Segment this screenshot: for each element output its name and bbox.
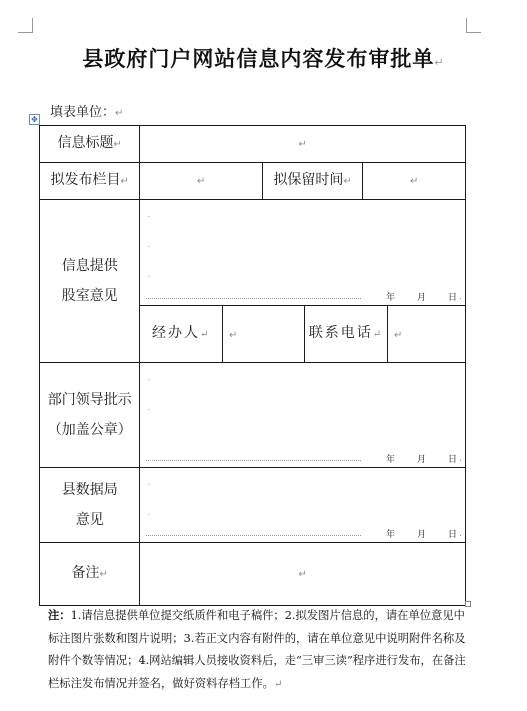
date-day-label: 日: [447, 455, 457, 465]
page-corner-mark-left: [18, 18, 33, 33]
paragraph-mark: ↵: [196, 176, 206, 187]
paragraph-mark: ↵: [200, 329, 211, 340]
paragraph-mark: ↵: [273, 678, 283, 690]
provider-label-line1: 信息提供: [61, 258, 118, 274]
footnote-prefix: 注：: [48, 608, 71, 622]
paragraph-mark: ↵: [113, 139, 122, 150]
paragraph-mark: ↵: [298, 139, 307, 150]
handler-subtable-cell: [140, 306, 466, 363]
paragraph-mark: ↵: [343, 176, 352, 187]
column-label-cell: [40, 163, 140, 200]
footnote-text: 1.请信息提供单位提交纸质件和电子稿件；2.拟发图片信息的，请在单位意见中标注图片张数和图片说明；3.若正文内容有附件的，请在单位意见中说明附件名称及附件个数等情况；4.网站编辑人员接收资料后，走“三审三读”程序进行发布，在备注栏标注发布情况并签名，做好资料存档工作。: [48, 609, 466, 690]
date-day-label: 日: [447, 530, 457, 540]
date-year-label: 年: [385, 530, 395, 540]
table-row-provider-opinion: [40, 200, 466, 306]
dept-date: [362, 452, 459, 465]
info-title-label: 信息标题: [57, 135, 114, 151]
info-title-input-cell[interactable]: [140, 126, 466, 163]
paragraph-mark: ↵: [372, 329, 384, 340]
remark-label: 备注: [71, 565, 100, 581]
info-title-label-cell: [40, 126, 140, 163]
bureau-label-line1: 县数据局: [61, 482, 118, 498]
page-corner-mark-right: [466, 18, 481, 33]
provider-label-line2: 股室意见: [61, 288, 118, 304]
table-row-info-title: [40, 126, 466, 163]
date-day-label: 日: [447, 293, 457, 303]
bureau-label-cell: [40, 468, 140, 543]
retention-label-cell: [262, 163, 362, 200]
column-label: 拟发布栏目: [50, 172, 121, 188]
dept-opinion-cell[interactable]: [140, 363, 466, 468]
retention-label: 拟保留时间: [273, 172, 344, 188]
handler-input-cell[interactable]: [222, 306, 304, 362]
opinion-line-marks: ˙ ˙: [146, 484, 151, 524]
remark-input-cell[interactable]: [140, 543, 466, 606]
bureau-opinion-cell[interactable]: [140, 468, 466, 543]
provider-opinion-cell[interactable]: [140, 200, 466, 306]
dept-label-cell: [40, 363, 140, 468]
bureau-label-line2: 意见: [75, 512, 104, 528]
paragraph-mark: ↵: [393, 330, 403, 341]
paragraph-mark: ↵: [228, 330, 238, 341]
paragraph-mark: ↵: [298, 569, 307, 580]
title-text: 县政府门户网站信息内容发布审批单: [82, 47, 435, 71]
column-input-cell[interactable]: [140, 163, 262, 200]
provider-date: [362, 290, 459, 303]
date-month-label: 月: [416, 293, 426, 303]
table-row-dept-approval: [40, 363, 466, 468]
opinion-line-marks: ˙ ˙ ˙: [146, 216, 151, 286]
date-year-label: 年: [385, 293, 395, 303]
paragraph-mark: ↵: [434, 56, 445, 69]
paragraph-mark: ↵: [120, 176, 129, 187]
handler-label-cell: [140, 306, 222, 362]
table-move-handle-icon[interactable]: ✥: [29, 114, 40, 125]
phone-label: 联系电话: [308, 325, 373, 341]
provider-label-cell: [40, 200, 140, 363]
table-row-bureau: [40, 468, 466, 543]
date-year-label: 年: [385, 455, 395, 465]
approval-form-table: [39, 125, 466, 606]
paragraph-mark: ↵: [409, 176, 419, 187]
dept-label-line1: 部门领导批示: [47, 392, 132, 408]
date-month-label: 月: [416, 455, 426, 465]
retention-input-cell[interactable]: [363, 163, 466, 200]
phone-label-cell: [304, 306, 387, 362]
dept-label-line2: （加盖公章）: [47, 422, 132, 438]
paragraph-mark: ↵: [115, 108, 124, 119]
table-row-remark: [40, 543, 466, 606]
handler-label: 经办人: [152, 325, 201, 341]
table-row-column: [40, 163, 466, 200]
footnote: [48, 604, 468, 696]
fill-unit-label: 填表单位：: [50, 105, 116, 120]
date-month-label: 月: [416, 530, 426, 540]
document-title: [0, 43, 527, 73]
bureau-date: [362, 527, 459, 540]
handler-subtable: [140, 306, 471, 362]
remark-label-cell: [40, 543, 140, 606]
fill-unit-line: [50, 101, 123, 120]
paragraph-mark: ↵: [99, 569, 108, 580]
phone-input-cell[interactable]: [387, 306, 471, 362]
opinion-line-marks: ˙ ˙: [146, 379, 151, 419]
